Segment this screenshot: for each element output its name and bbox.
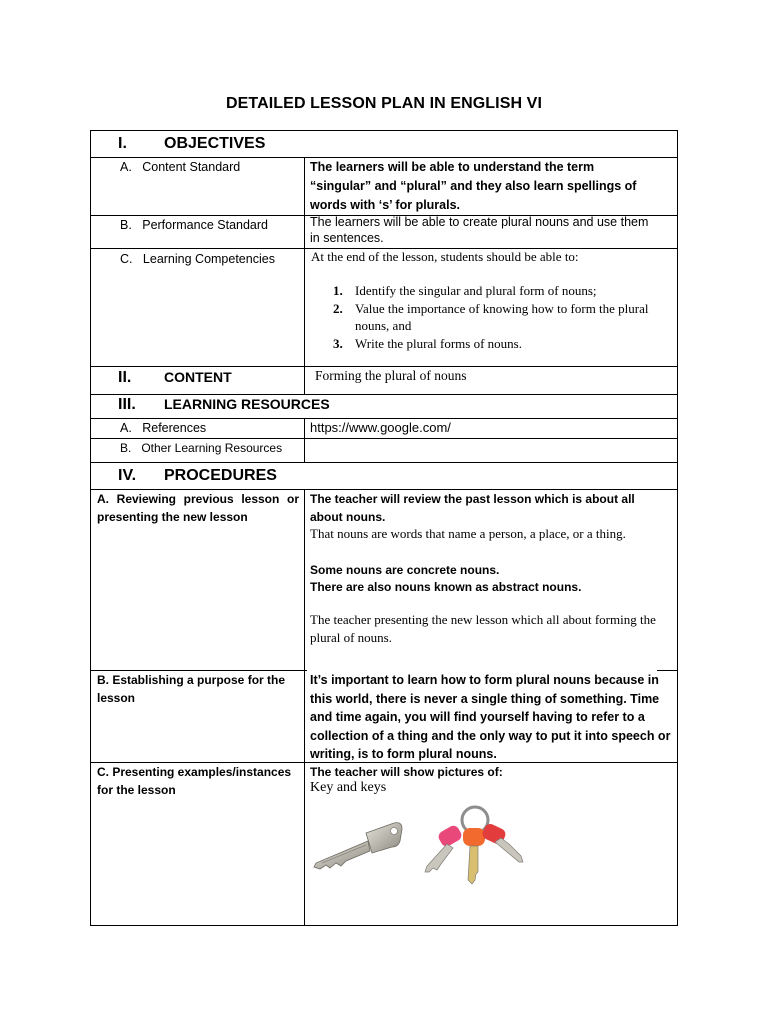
procedure-a-line2: That nouns are words that name a person, a place, or a thing.: [310, 526, 626, 541]
procedure-b-label: B. Establishing a purpose for the lesson: [97, 673, 286, 705]
section-numeral: II.: [118, 369, 132, 386]
learning-competencies-list: [333, 282, 663, 352]
competency-item: 2. Value the importance of knowing how to form the plural nouns, and: [333, 300, 649, 333]
section-objectives-header: [118, 135, 265, 153]
content-standard-text: The learners will be able to understand the term “singular” and “plural” and they also learn spellings of words with ‘s’ for plurals.: [310, 160, 637, 212]
procedure-c-line1: The teacher will show pictures of:: [310, 765, 503, 779]
section-heading: CONTENT: [164, 369, 232, 385]
other-resources-label: B. Other Learning Resources: [120, 441, 283, 455]
keys-on-ring-image: [415, 800, 535, 890]
single-key-image: [308, 815, 404, 875]
procedure-b-text: It’s important to learn how to form plural nouns because in this world, there is never a single thing of something. Time and time again, you will find yourself having to refer to a collection of a thing and the only way to put it into speech or writing, is to form plural nouns.: [310, 673, 671, 761]
section-resources-header: [118, 396, 330, 414]
competency-item: 1. Identify the singular and plural form of nouns;: [333, 283, 597, 298]
procedure-c-label: C. Presenting examples/instances for the lesson: [97, 765, 292, 797]
content-text: Forming the plural of nouns: [315, 368, 467, 383]
column-divider: [304, 366, 305, 394]
section-heading: LEARNING RESOURCES: [164, 396, 330, 412]
section-numeral: I.: [118, 135, 127, 152]
procedure-a-line3: Some nouns are concrete nouns.: [310, 563, 500, 577]
procedure-a-label: A. Reviewing previous lesson or presenting the new lesson: [97, 492, 299, 524]
section-heading: OBJECTIVES: [164, 135, 266, 152]
divider: [90, 394, 678, 395]
references-label: A. References: [120, 421, 207, 435]
performance-standard-label: B. Performance Standard: [120, 218, 268, 232]
competency-item: 3. Write the plural forms of nouns.: [333, 335, 522, 351]
section-procedures-header: [118, 467, 277, 485]
learning-competencies-label: C. Learning Competencies: [120, 252, 275, 266]
section-numeral: III.: [118, 396, 136, 413]
learning-competencies-intro: At the end of the lesson, students should be able to:: [311, 249, 579, 264]
procedure-c-line2: Key and keys: [310, 780, 387, 795]
procedure-a-line1: The teacher will review the past lesson which is about all about nouns.: [310, 492, 635, 524]
performance-standard-text: The learners will be able to create plural nouns and use them in sentences.: [310, 215, 649, 245]
document-title: DETAILED LESSON PLAN IN ENGLISH VI: [225, 95, 543, 112]
divider: [90, 462, 678, 463]
column-divider: [304, 489, 305, 926]
section-heading: PROCEDURES: [164, 467, 277, 484]
references-value: https://www.google.com/: [310, 420, 451, 435]
section-content-header: [118, 369, 232, 387]
section-numeral: IV.: [118, 467, 137, 484]
procedure-a-line5: The teacher presenting the new lesson which all about forming the plural of nouns.: [310, 612, 656, 645]
column-divider: [304, 418, 305, 462]
column-divider: [304, 157, 305, 366]
content-standard-label: A. Content Standard: [120, 160, 241, 174]
procedure-a-line4: There are also nouns known as abstract nouns.: [310, 580, 582, 594]
